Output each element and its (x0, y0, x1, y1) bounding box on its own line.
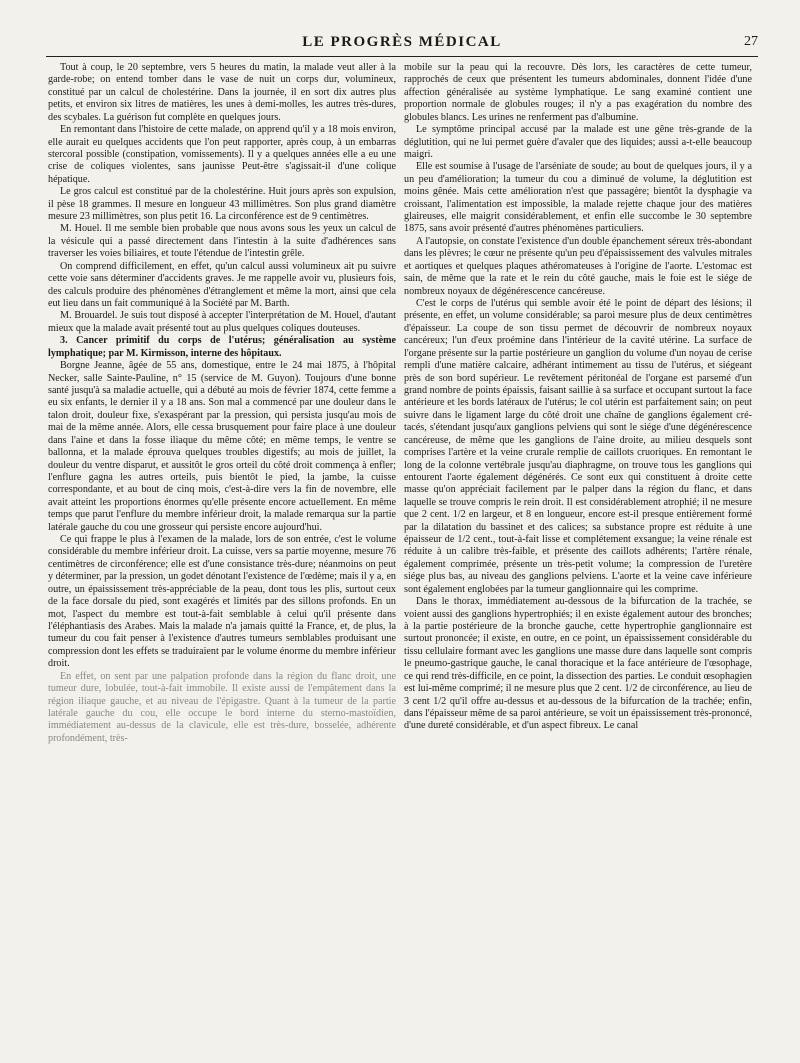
section-heading: 3. Cancer primitif du corps de l'utérus; généralisation au système lymphatique; par M. Kirmisson, interne des hôpitaux. (48, 335, 396, 359)
paragraph: Le symptôme principal accusé par la malade est une gêne très-grande de la déglutition, qui ne lui permet guère d'avaler que des liquides; aussi a-t-elle beaucoup maigri. (404, 124, 752, 160)
paragraph: Elle est soumise à l'usage de l'arséniate de soude; au bout de quelques jours, il y a un peu d'amélioration; la tumeur du cou a diminué de volume, la déglutition est moins gênée. Mais cette amélioration n'est que passagère; bientôt la dysphagie va croissant, l'alimentation est impossible, la malade rejette chaque jour des matières glaireuses, elle maigrit considérablement, et enfin elle succombe le 30 septembre 1875, sans avoir présenté d'autres phénomènes particuliers. (404, 161, 752, 235)
journal-title: LE PROGRÈS MÉDICAL (302, 34, 502, 50)
paragraph: C'est le corps de l'utérus qui semble avoir été le point de départ des lésions; il présente, en effet, un volume considérable; sa paroi mesure plus de deux centimètres d'épaisseur. La coupe de son tissu permet de découvrir de nombreux noyaux cancéreux; l'un d'eux proémine dans l'intérieur de la cavité utérine. La surface de l'organe présente sur la partie postérieure un ganglion du volume d'un noyau de cerise rempli d'une matière calcaire, adhérant intimement au tissu de l'utérus, et siégeant près de son bord supérieur. Le revêtement péritonéal de l'organe est parsemé d'un grand nombre de points épaissis, faisant saillie à sa surface et occupant surtout la face antérieure et les bords latéraux de l'utérus; le col utérin est parfaitement sain; on peut suivre dans le ligament large du côté droit une chaîne de ganglions également cré-tacés, s'étendant jusqu'aux ganglions pelviens qui sont le siége d'une dégénérescence cancéreuse, de même que les ganglions de l'aine droite, au milieu desquels sont comprises l'artère et la veine crurale remplie de caillots cruoriques. En remontant le long de la colonne vertébrale jusqu'au diaphragme, on trouve tous les ganglions qui entourent l'aorte également dégénérés. Ce sont eux qui constituent à droite cette masse qu'on appréciait facilement par le palper dans la région du flanc, et dans laquelle se trouve compris le rein droit. Il est considérablement atrophié; il ne mesure que 2 cent. 1/2 en largeur, et 8 en longueur, encore est-il presque entièrement formé par la dilatation du bassinet et des calices; sa substance propre est réduite à une épaisseur de 1/2 cent., tout-à-fait lisse et complétement exsangue; la veine rénale est réduite à un calibre très-faible, et présente des caillots adhérents; l'artère rénale, également comprimée, présente un très-petit volume; la compression de l'uretère siége plus bas, au niveau des ganglions pelviens. L'aorte et la veine cave inférieure sont également englobées par la tumeur ganglionnaire qui les comprime. (404, 298, 752, 595)
paragraph: En effet, on sent par une palpation profonde dans la région du flanc droit, une tumeur dure, lobulée, tout-à-fait immobile. Il existe aussi de l'empâtement dans la région iliaque gauche, et au niveau de l'épigastre. Quant à la tumeur de la partie latérale gauche du cou, elle occupe le bord interne du sterno-mastoïdien, immédiatement au-dessus de la clavicule, elle est très-dure, bosselée, adhérente profondément, très- (48, 670, 396, 744)
paragraph: Dans le thorax, immédiatement au-dessous de la bifurcation de la trachée, se voient aussi des ganglions hypertrophiés; il en existe également autour des bronches; à la partie postérieure de la bronche gauche, cette hypertrophie ganglionnaire est surtout prononcée; il existe, en outre, en ce point, un épaississement considérable du tissu cellulaire formant avec les ganglions une masse dure dans laquelle sont compris le pneumo-gastrique gauche, le canal thoracique et la face antérieure de l'œsophage, ce qui rend très-difficile, en ce point, la dissection des parties. Le conduit œsophagien est lui-même comprimé; il ne mesure plus que 2 cent. 1/2 de circonférence, au lieu de 3 cent 1/2 qu'il offre au-dessus et au-dessous de la bifurcation de la trachée; enfin, dans l'épaisseur même de sa paroi antérieure, se voit un épaississement très-prononcé, d'une dureté considérable, et d'un aspect fibreux. Le canal (404, 596, 752, 732)
paragraph: On comprend difficilement, en effet, qu'un calcul aussi volumineux ait pu suivre cette voie sans déterminer d'accidents graves. Je me rappelle avoir vu, plusieurs fois, des calculs produire des phénomènes d'étranglement et même la mort, ainsi que cela eut lieu dans un fait communiqué à la Société par M. Barth. (48, 260, 396, 310)
page-header (46, 30, 758, 56)
header-rule (46, 56, 758, 57)
page-number: 27 (744, 34, 758, 49)
paragraph: M. Brouardel. Je suis tout disposé à accepter l'interprétation de M. Houel, d'autant mieux que la malade avait présenté tout au plus quelques coliques douteuses. (48, 310, 396, 334)
paragraph: M. Houel. Il me semble bien probable que nous avons sous les yeux un calcul de la vésicule qui a passé directement dans l'intestin à la suite d'adhérences sans traverser les voies biliaires, et toute l'étendue de l'intestin grêle. (48, 223, 396, 260)
paragraph: En remontant dans l'histoire de cette malade, on apprend qu'il y a 18 mois environ, elle aurait eu quelques accidents que l'on peut rapporter, après coup, à un embarras stercoral possible (constipation, vomissements). Il y a quelques années elle a eu une crise de coliques violentes, sans jaunisse Peut-être s'agissait-il d'une colique hépatique. (48, 124, 396, 185)
paragraph: Tout à coup, le 20 septembre, vers 5 heures du matin, la malade veut aller à la garde-robe; on entend tomber dans le vase de nuit un corps dur, volumineux, constitué par un calcul de cholestérine. Dans la journée, il en sort dix autres plus petits, et environ six litres de matières, les unes à demi-molles, les autres très-dures, des scybales. La guérison fut complète en quelques jours. (48, 62, 396, 123)
paragraph: Borgne Jeanne, âgée de 55 ans, domestique, entre le 24 mai 1875, à l'hôpital Necker, salle Sainte-Pauline, n° 15 (service de M. Guyon). Toujours d'une bonne santé jusqu'à sa maladie actuelle, qui a débuté au mois de février 1874, cette femme a eu six enfants, le dernier il y a 18 ans. Son mal a commencé par une douleur dans le talon droit, douleur fixe, s'exaspérant par la pression, qui persista jusqu'au mois de mai de la même année. Alors, elle cessa brusquement pour faire place à une douleur dans l'aine et dans la fosse iliaque du même côté; en même temps, le ventre se ballonna, et la malade éprouva quelques troubles digestifs; au mois de juillet, la douleur du ventre disparut, et aussitôt le gros orteil du côté droit commença à enfler; l'enflure gagna les autres orteils, puis bientôt le pied, la jambe, la cuisse correspondante, et au bout de cinq mois, c'est-à-dire vers la fin de novembre, elle avait atteint les proportions énormes qu'elle présente encore actuellement. En même temps que parut l'enflure du membre inférieur droit, la malade remarqua sur la partie latérale gauche du cou une grosseur qui persiste encore aujourd'hui. (48, 360, 396, 533)
paragraph: A l'autopsie, on constate l'existence d'un double épanchement séreux très-abondant dans les plèvres; le cœur ne présente qu'un peu d'épaississement des valvules mitrales et aortiques et quelques plaques athéromateuses à l'origine de l'aorte. L'estomac est sain, de même que la rate et le rein du côté gauche, mais le foie est le siége de nombreux noyaux de dégénérescence cancéreuse. (404, 235, 752, 297)
paragraph: Le gros calcul est constitué par de la cholestérine. Huit jours après son expulsion, il pèse 18 grammes. Il mesure en longueur 43 millimètres. Son plus grand diamètre mesure 23 millimètres, son plus petit 16. La circonférence est de 9 centimètres. (48, 186, 396, 223)
paragraph: Ce qui frappe le plus à l'examen de la malade, lors de son entrée, c'est le volume considérable du membre inférieur droit. La cuisse, vers sa partie moyenne, mesure 76 centimètres de circonférence; elle est d'une consistance très-dure; néanmoins on peut y déterminer, par la pression, un godet dénotant l'existence de l'œdème; mais il y a, en outre, un épaississement très-appréciable de la peau, dont tous les plis, surtout ceux de la face dorsale du pied, sont exagérés et limités par des sillons profonds. En un mot, l'aspect du membre est tout-à-fait semblable à celui qu'il présente dans l'éléphantiasis des Arabes. Mais la malade n'a jamais quitté la France, et, de plus, la tumeur du cou fait penser à l'existence d'autres tumeurs semblables produisant une compression dont les effets se traduiraient par le volume énorme du membre inférieur droit. (48, 534, 396, 670)
right-column (404, 62, 752, 733)
paragraph: mobile sur la peau qui la recouvre. Dès lors, les caractères de cette tumeur, rapprochés de ceux que présentent les tumeurs abdominales, donnent l'idée d'une affection généralisée au système lymphatique. Le sang examiné contient une proportion normale de globules rouges; il n'y a pas exagération du nombre des globules blancs. Les urines ne renferment pas d'albumine. (404, 62, 752, 123)
left-column (48, 62, 396, 745)
